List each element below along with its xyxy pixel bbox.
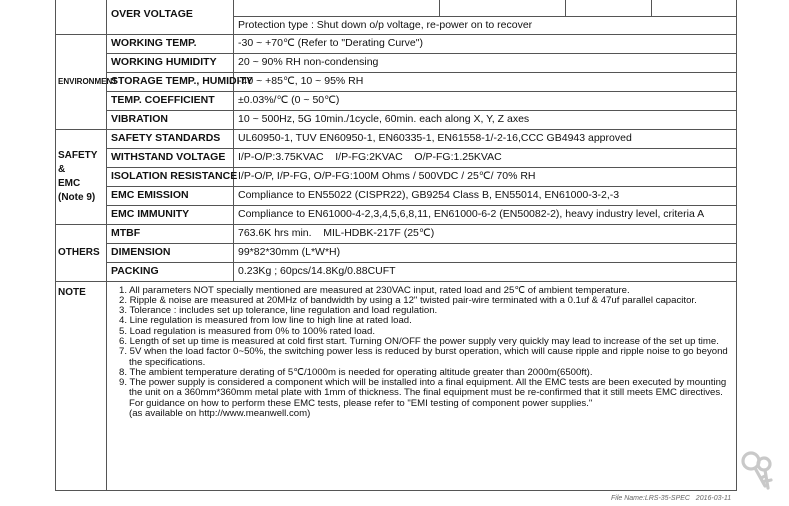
others-row-mtbf: [56, 224, 737, 243]
env-label: TEMP. COEFFICIENT: [107, 91, 234, 110]
safety-row-standards: [56, 129, 737, 148]
note-item: 8. The ambient temperature derating of 5℃/1000m is needed for operating altitude greater than 2000m(6500ft).: [119, 366, 593, 378]
others-label: PACKING: [107, 262, 234, 281]
safety-row-isolation: [56, 167, 737, 186]
env-label: WORKING TEMP.: [107, 34, 234, 53]
others-value: 763.6K hrs min. MIL-HDBK-217F (25℃): [234, 224, 737, 243]
env-value: 20 ~ 90% RH non-condensing: [234, 53, 737, 72]
safety-label: EMC EMISSION: [107, 186, 234, 205]
others-group-label: OTHERS: [56, 224, 107, 281]
note-item: 9. The power supply is considered a component which will be installed into a final equipment. All the EMC tests are been executed by mounting the unit on a 360mm*360mm metal plate with 1mm of thickness. The final equipment must be re-confirmed that it still meets EMC directives. For guidance on how to perform these EMC tests, please refer to "EMI testing of component power supplies.": [119, 377, 727, 409]
env-value: ±0.03%/℃ (0 ~ 50℃): [234, 91, 737, 110]
env-value: -30 ~ +70℃ (Refer to "Derating Curve"): [234, 34, 737, 53]
env-value: 10 ~ 500Hz, 5G 10min./1cycle, 60min. each along X, Y, Z axes: [234, 110, 737, 129]
others-label: MTBF: [107, 224, 234, 243]
others-row-dimension: [56, 243, 737, 262]
safety-value: I/P-O/P, I/P-FG, O/P-FG:100M Ohms / 500VDC / 25℃/ 70% RH: [234, 167, 737, 186]
env-row-vibration: [56, 110, 737, 129]
note-available: (as available on http://www.meanwell.com): [129, 408, 311, 420]
environment-group-label: ENVIRONMENT: [56, 34, 107, 129]
safety-value: Compliance to EN61000-4-2,3,4,5,6,8,11, EN61000-6-2 (EN50082-2), heavy industry level, criteria A: [234, 205, 737, 224]
over-voltage-row: [56, 0, 737, 16]
safety-label: WITHSTAND VOLTAGE: [107, 148, 234, 167]
safety-group-line: (Note 9): [58, 191, 96, 203]
note-item: 5. Load regulation is measured from 0% to 100% rated load.: [119, 325, 375, 337]
note-item: 3. Tolerance : includes set up tolerance, line regulation and load regulation.: [119, 305, 438, 317]
safety-label: ISOLATION RESISTANCE: [107, 167, 234, 186]
keys-icon: [738, 448, 778, 494]
spec-table: [55, 0, 737, 491]
over-voltage-label: OVER VOLTAGE: [107, 0, 234, 34]
safety-row-emc-immunity: [56, 205, 737, 224]
note-item: 2. Ripple & noise are measured at 20MHz of bandwidth by using a 12" twisted pair-wire terminated with a 0.1uf & 47uf parallel capacitor.: [119, 294, 697, 306]
note-row: [56, 281, 737, 490]
safety-value: Compliance to EN55022 (CISPR22), GB9254 Class B, EN55014, EN61000-3-2,-3: [234, 186, 737, 205]
note-body: [107, 281, 737, 490]
note-item: 6. Length of set up time is measured at cold first start. Turning ON/OFF the power supply very quickly may lead to increase of the set up time.: [119, 335, 719, 347]
safety-value: UL60950-1, TUV EN60950-1, EN60335-1, EN61558-1/-2-16,CCC GB4943 approved: [234, 129, 737, 148]
file-name-footer: File Name:LRS-35-SPEC 2016-03-11: [611, 495, 732, 502]
note-list: [119, 286, 730, 410]
others-row-packing: [56, 262, 737, 281]
others-value: 99*82*30mm (L*W*H): [234, 243, 737, 262]
others-value: 0.23Kg ; 60pcs/14.8Kg/0.88CUFT: [234, 262, 737, 281]
safety-group-line: EMC: [58, 177, 81, 189]
env-label: STORAGE TEMP., HUMIDITY: [107, 72, 234, 91]
env-row-temp-coefficient: [56, 91, 737, 110]
safety-label: EMC IMMUNITY: [107, 205, 234, 224]
env-value: -40 ~ +85℃, 10 ~ 95% RH: [234, 72, 737, 91]
over-voltage-value: Protection type : Shut down o/p voltage, re-power on to recover: [234, 16, 737, 34]
note-item: 1. All parameters NOT specially mentioned are measured at 230VAC input, rated load and 25℃ of ambient temperature.: [119, 284, 630, 296]
safety-label: SAFETY STANDARDS: [107, 129, 234, 148]
env-row-working-temp: [56, 34, 737, 53]
note-item: 4. Line regulation is measured from low line to high line at rated load.: [119, 315, 412, 327]
env-label: WORKING HUMIDITY: [107, 53, 234, 72]
note-item: 7. 5V when the load factor 0~50%, the switching power less is reduced by burst operation, which will cause ripple and ripple noise to go beyond the specifications.: [119, 346, 728, 368]
safety-group-line: SAFETY &: [58, 149, 98, 175]
safety-row-withstand: [56, 148, 737, 167]
output-group-cell: [56, 0, 107, 34]
safety-row-emc-emission: [56, 186, 737, 205]
others-label: DIMENSION: [107, 243, 234, 262]
safety-value: I/P-O/P:3.75KVAC I/P-FG:2KVAC O/P-FG:1.25KVAC: [234, 148, 737, 167]
env-label: VIBRATION: [107, 110, 234, 129]
safety-group-label: [56, 129, 107, 224]
env-row-working-humidity: [56, 53, 737, 72]
env-row-storage: [56, 72, 737, 91]
note-group-label: NOTE: [56, 281, 107, 490]
